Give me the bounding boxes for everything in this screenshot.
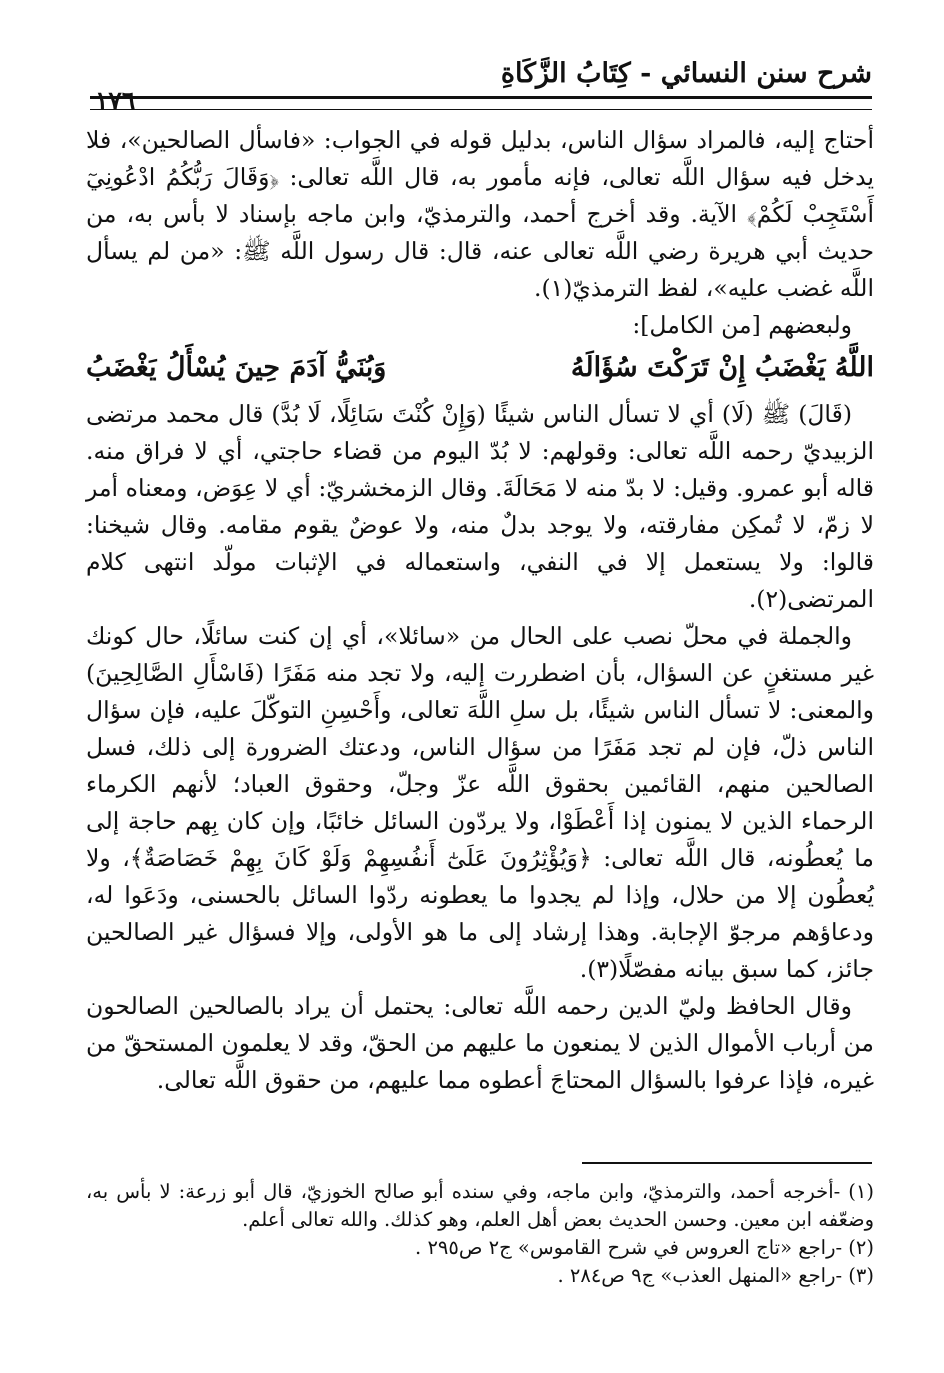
poem-verse <box>86 346 874 390</box>
footnote-3: (٣) -راجع «المنهل العذب» ج٩ ص٢٨٤ . <box>557 1264 874 1287</box>
paragraph-2: ولبعضهم [من الكامل]: <box>632 311 852 339</box>
paragraph-1: أحتاج إليه، فالمراد سؤال الناس، بدليل قوله في الجواب: «فاسأل الصالحين»، فلا يدخل فيه سؤال اللَّه تعالى، فإنه مأمور به، قال اللَّه تعالى: ﴿وَقَالَ رَبُّكُمُ ادْعُونِيٓ أَسْتَجِبْ لَكُمْ﴾ الآية. وقد أخرج أحمد، والترمذيّ، وابن ماجه بإسناد لا بأس به، من حديث أبي هريرة رضي اللَّه تعالى عنه، قال: قال رسول اللَّه ﷺ: «من لم يسأل اللَّه غضب عليه»، لفظ الترمذيّ(١). <box>86 126 874 302</box>
poem-hemistich-left: وَبُنَيُّ آدَمَ حِينَ يُسْأَلُ يَغْضَبُ <box>86 352 387 383</box>
footnote-2: (٢) -راجع «تاج العروس في شرح القاموس» ج٢ ص٢٩٥ . <box>415 1236 874 1259</box>
paragraph-3: (قَالَ) ﷺ (لَا) أي لا تسأل الناس شيئًا (وَإِنْ كُنْتَ سَائِلًا، لَا بُدَّ) قال محمد مرتضى الزبيديّ رحمه اللَّه تعالى: وقولهم: لا بُدّ اليوم من قضاء حاجتي، أي لا فراق منه. قاله أبو عمرو. وقيل: لا بدّ منه لا مَحَالَةَ. وقال الزمخشريّ: أي لا عِوَض، ومعناه أمر لا زمّ، لا تُمكِن مفارقته، ولا يوجد بدلٌ منه، ولا عوضٌ يقوم مقامه. وقال شيخنا: قالوا: ولا يستعمل إلا في النفي، واستعماله في الإثبات مولّد انتهى كلام المرتضى(٢). <box>86 400 874 613</box>
paragraph-5: وقال الحافظ وليّ الدين رحمه اللَّه تعالى: يحتمل أن يراد بالصالحين الصالحون من أرباب الأموال الذين لا يمنعون ما عليهم من الحقّ، وقد لا يعلمون المستحقّ من غيره، فإذا عرفوا بالسؤال المحتاجَ أعطوه مما عليهم، من حقوق اللَّه تعالى. <box>86 992 874 1094</box>
book-title: شرح سنن النسائي - كِتَابُ الزَّكَاةِ <box>500 58 872 89</box>
footnotes <box>86 1178 874 1290</box>
paragraph-4: والجملة في محلّ نصب على الحال من «سائلا»، أي إن كنت سائلًا، حال كونك غير مستغنٍ عن السؤال، بأن اضطررت إليه، ولا تجد منه مَفَرًا (فَاسْأَلِ الصَّالِحِينَ) والمعنى: لا تسأل الناس شيئًا، بل سلِ اللَّهَ تعالى، وأَحْسِنِ التوكّلَ عليه، فإن سؤال الناس ذلّ، فإن لم تجد مَفَرًا من سؤال الناس، ودعتك الضرورة إلى ذلك، فسل الصالحين منهم، القائمين بحقوق اللَّه عزّ وجلّ، وحقوق العباد؛ لأنهم الكرماء الرحماء الذين لا يمنون إذا أَعْطَوْا، ولا يردّون السائل خائبًا، وإن كان بِهم حاجة إلى ما يُعطُونه، قال اللَّه تعالى: ﴿وَيُؤْثِرُونَ عَلَىٰٓ أَنفُسِهِمْ وَلَوْ كَانَ بِهِمْ خَصَاصَةٌ﴾، ولا يُعطُون إلا من حلال، وإذا لم يجدوا ما يعطونه ردّوا السائل بالحسنى، ودَعَوا له، ودعاؤهم مرجوّ الإجابة. وهذا إرشاد إلى ما هو الأولى، وإلا فسؤال غير الصالحين جائز، كما سبق بيانه مفصّلًا(٣). <box>86 622 874 983</box>
page-number: ١٧٦ <box>95 86 141 115</box>
header-rule <box>90 96 872 110</box>
footnote-1: (١) -أخرجه أحمد، والترمذيّ، وابن ماجه، وفي سنده أبو صالح الخوزيّ، قال أبو زرعة: لا بأس به، وضعّفه ابن معين. وحسن الحديث بعض أهل العلم، وهو كذلك. والله تعالى أعلم. <box>86 1180 874 1231</box>
footnote-rule <box>582 1162 872 1164</box>
main-text <box>86 122 874 1099</box>
poem-hemistich-right: اللَّهُ يَغْضَبُ إِنْ تَرَكْتَ سُؤَالَهُ <box>570 352 874 383</box>
